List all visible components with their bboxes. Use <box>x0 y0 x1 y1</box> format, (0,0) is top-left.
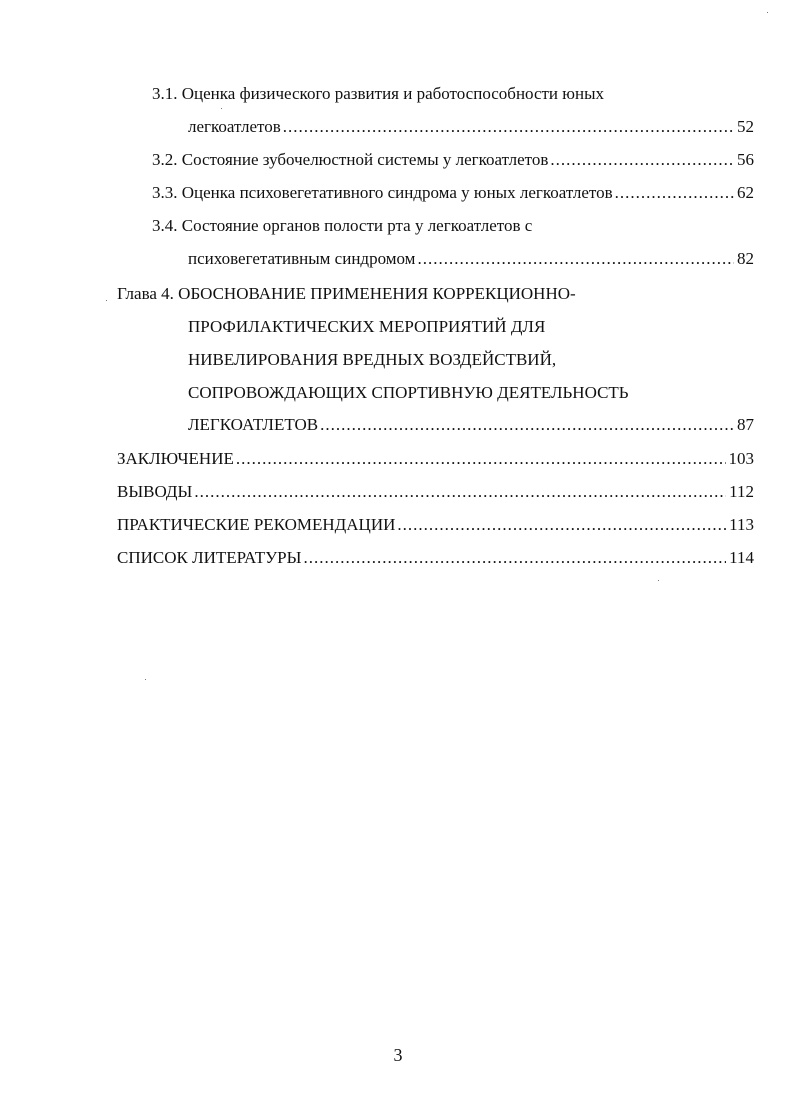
dot-leader <box>550 150 734 170</box>
toc-conclusion <box>117 449 754 469</box>
toc-chapter-4-line5: ЛЕГКОАТЛЕТОВ <box>188 415 319 434</box>
toc-references <box>117 548 754 568</box>
toc-entry-3-4-line2: психовегетативным синдромом <box>188 249 416 268</box>
dot-leader <box>283 117 734 137</box>
toc-entry-title: ПРАКТИЧЕСКИЕ РЕКОМЕНДАЦИИ <box>117 515 396 534</box>
dot-leader <box>615 183 734 203</box>
toc-chapter-4-line2: ПРОФИЛАКТИЧЕСКИХ МЕРОПРИЯТИЙ ДЛЯ <box>188 317 546 336</box>
dot-leader <box>320 415 734 435</box>
toc-page-number: 103 <box>728 449 754 468</box>
toc-entry-3-1 <box>188 117 754 137</box>
toc-entry-title: 3.2. Состояние зубочелюстной системы у легкоатлетов <box>152 150 549 169</box>
toc-entry-3-4 <box>188 249 754 269</box>
toc-page-number: 113 <box>729 515 754 534</box>
scan-speck <box>221 108 222 109</box>
scan-speck <box>106 300 107 301</box>
toc-page-number: 82 <box>737 249 754 268</box>
toc-page-number: 87 <box>737 415 754 434</box>
dot-leader <box>417 249 734 269</box>
toc-entry-3-1-line2: легкоатлетов <box>188 117 281 136</box>
toc-entry-title: СПИСОК ЛИТЕРАТУРЫ <box>117 548 302 567</box>
toc-page-number: 112 <box>729 482 754 501</box>
toc-page-number: 114 <box>729 548 754 567</box>
toc-findings <box>117 482 754 502</box>
dot-leader <box>194 482 726 502</box>
dot-leader <box>236 449 726 469</box>
toc-chapter-4 <box>188 415 754 435</box>
scan-speck <box>145 679 146 680</box>
toc-entry-title: 3.3. Оценка психовегетативного синдрома у юных легкоатлетов <box>152 183 613 202</box>
toc-recommendations <box>117 515 754 535</box>
page-number: 3 <box>393 1045 403 1065</box>
toc-page-number: 52 <box>737 117 754 136</box>
scan-speck <box>658 580 659 581</box>
toc-entry-3-1-line1: 3.1. Оценка физического развития и работоспособности юных <box>152 84 605 103</box>
toc-page-number: 56 <box>737 150 754 169</box>
toc-entry-3-4-line1: 3.4. Состояние органов полости рта у легкоатлетов с <box>152 216 533 235</box>
toc-page-number: 62 <box>737 183 754 202</box>
scan-speck <box>767 12 768 13</box>
toc-chapter-4-line1: Глава 4. ОБОСНОВАНИЕ ПРИМЕНЕНИЯ КОРРЕКЦИОННО- <box>117 284 576 303</box>
dot-leader <box>303 548 726 568</box>
toc-entry-3-3 <box>152 183 754 203</box>
toc-entry-title: ВЫВОДЫ <box>117 482 193 501</box>
toc-chapter-4-line3: НИВЕЛИРОВАНИЯ ВРЕДНЫХ ВОЗДЕЙСТВИЙ, <box>188 350 557 369</box>
toc-entry-3-2 <box>152 150 754 170</box>
toc-entry-title: ЗАКЛЮЧЕНИЕ <box>117 449 234 468</box>
dot-leader <box>397 515 726 535</box>
toc-chapter-4-line4: СОПРОВОЖДАЮЩИХ СПОРТИВНУЮ ДЕЯТЕЛЬНОСТЬ <box>188 383 629 402</box>
